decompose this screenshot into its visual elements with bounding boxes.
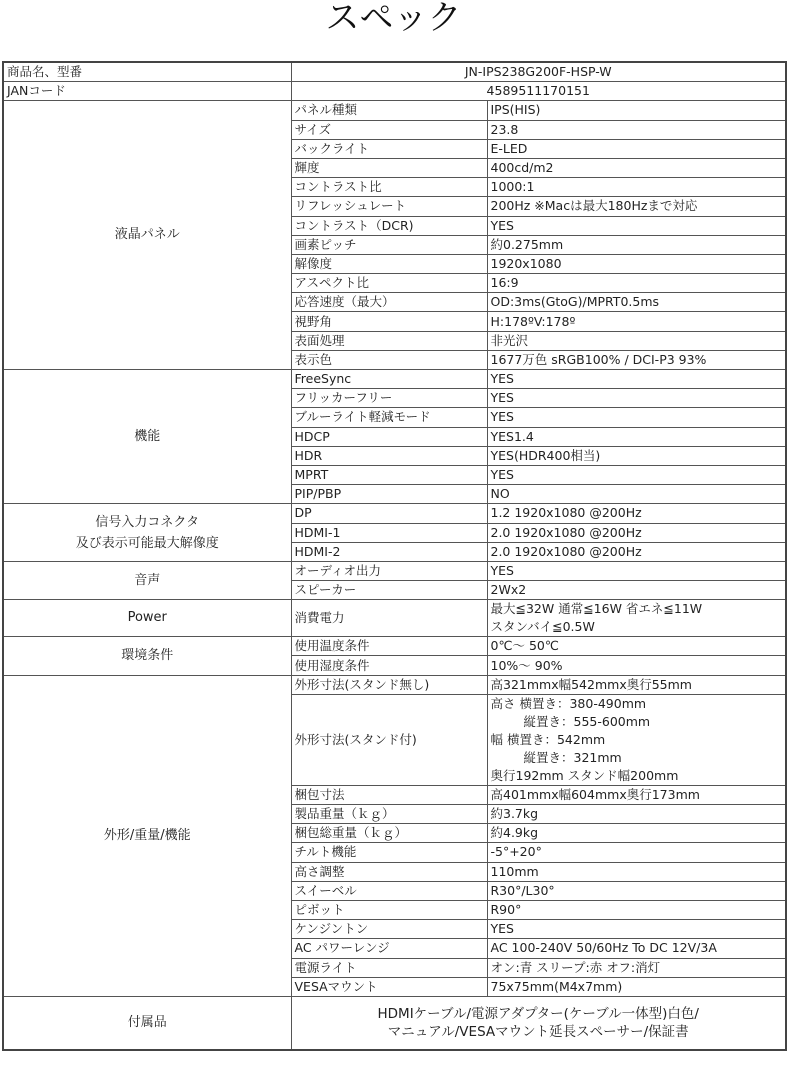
row-value: YES — [487, 389, 786, 408]
row-label: PIP/PBP — [291, 485, 487, 504]
table-row — [3, 637, 786, 656]
category-features: 機能 — [3, 370, 291, 504]
row-label: 製品重量（ｋｇ） — [291, 805, 487, 824]
value-line: 奥行192mm スタンド幅200mm — [490, 767, 679, 783]
category-audio: 音声 — [3, 561, 291, 599]
table-row-jan-code — [3, 82, 786, 101]
row-label: フリッカーフリー — [291, 389, 487, 408]
row-label: HDMI-2 — [291, 542, 487, 561]
row-label: 輝度 — [291, 158, 487, 177]
category-environment: 環境条件 — [3, 637, 291, 675]
table-row — [3, 370, 786, 389]
row-value: 110mm — [487, 862, 786, 881]
row-value: R30°/L30° — [487, 881, 786, 900]
table-row-accessories — [3, 996, 786, 1050]
row-label: アスペクト比 — [291, 274, 487, 293]
row-value: YES — [487, 370, 786, 389]
row-label: 解像度 — [291, 254, 487, 273]
row-label: チルト機能 — [291, 843, 487, 862]
row-value: 0℃～ 50℃ — [487, 637, 786, 656]
row-label: ピボット — [291, 900, 487, 919]
row-value-power-consumption — [487, 600, 786, 637]
row-label: 消費電力 — [291, 600, 487, 637]
row-value: 高401mmx幅604mmx奥行173mm — [487, 785, 786, 804]
table-row — [3, 675, 786, 694]
row-value: 2.0 1920x1080 @200Hz — [487, 523, 786, 542]
row-value: 高321mmx幅542mmx奥行55mm — [487, 675, 786, 694]
row-label: パネル種類 — [291, 101, 487, 120]
page-title: スペック — [325, 0, 462, 38]
row-value: 1000:1 — [487, 178, 786, 197]
row-value: 200Hz ※Macは最大180Hzまで対応 — [487, 197, 786, 216]
row-label: 画素ピッチ — [291, 235, 487, 254]
row-label: FreeSync — [291, 370, 487, 389]
row-value: 400cd/m2 — [487, 158, 786, 177]
row-label: 応答速度（最大） — [291, 293, 487, 312]
category-dimensions-weight: 外形/重量/機能 — [3, 675, 291, 996]
row-value: 2Wx2 — [487, 581, 786, 600]
category-accessories: 付属品 — [3, 996, 291, 1050]
row-label: 表示色 — [291, 350, 487, 369]
row-label: 視野角 — [291, 312, 487, 331]
value-accessories — [291, 996, 786, 1050]
value-line: 縦置き：555-600mm — [523, 713, 651, 729]
value-line: 最大≦32W 通常≦16W 省エネ≦11W — [490, 601, 703, 617]
row-value: IPS(HIS) — [487, 101, 786, 120]
row-value: オン:青 スリープ:赤 オフ:消灯 — [487, 958, 786, 977]
row-value: 約4.9kg — [487, 824, 786, 843]
value-product-name: JN-IPS238G200F-HSP-W — [291, 62, 786, 82]
row-label: コントラスト（DCR) — [291, 216, 487, 235]
row-label: DP — [291, 504, 487, 523]
spec-table — [2, 61, 787, 1051]
row-label: MPRT — [291, 465, 487, 484]
category-line: 及び表示可能最大解像度 — [75, 535, 219, 551]
table-row — [3, 561, 786, 580]
row-label: 梱包寸法 — [291, 785, 487, 804]
row-label: サイズ — [291, 120, 487, 139]
row-value: YES — [487, 465, 786, 484]
row-value: 23.8 — [487, 120, 786, 139]
row-value: R90° — [487, 900, 786, 919]
value-line: 高さ 横置き：380-490mm — [490, 695, 647, 711]
table-row — [3, 504, 786, 523]
row-value-dimensions-with-stand — [487, 694, 786, 785]
row-value: 10%～ 90% — [487, 656, 786, 675]
row-value: OD:3ms(GtoG)/MPRT0.5ms — [487, 293, 786, 312]
row-label: HDMI-1 — [291, 523, 487, 542]
row-label: HDCP — [291, 427, 487, 446]
row-value: YES — [487, 216, 786, 235]
row-value: 1920x1080 — [487, 254, 786, 273]
row-value: NO — [487, 485, 786, 504]
row-label: スピーカー — [291, 581, 487, 600]
row-value: 75x75mm(M4x7mm) — [487, 977, 786, 996]
row-value: 非光沢 — [487, 331, 786, 350]
row-label: 使用温度条件 — [291, 637, 487, 656]
row-label: 梱包総重量（ｋｇ） — [291, 824, 487, 843]
row-label: リフレッシュレート — [291, 197, 487, 216]
table-row — [3, 101, 786, 120]
row-label: バックライト — [291, 139, 487, 158]
value-line: 縦置き：321mm — [523, 749, 622, 765]
row-value: 約0.275mm — [487, 235, 786, 254]
row-label: 使用湿度条件 — [291, 656, 487, 675]
value-line: HDMIケーブル/電源アダプター(ケーブル一体型)白色/ — [377, 1005, 699, 1022]
row-label: HDR — [291, 446, 487, 465]
value-line: マニュアル/VESAマウント延長スペーサー/保証書 — [387, 1023, 689, 1040]
category-line: 信号入力コネクタ — [95, 514, 200, 530]
row-label: 外形寸法(スタンド付) — [291, 694, 487, 785]
value-line: 幅 横置き：542mm — [490, 731, 606, 747]
table-row — [3, 600, 786, 637]
label-product-name: 商品名、型番 — [3, 62, 291, 82]
row-value: AC 100-240V 50/60Hz To DC 12V/3A — [487, 939, 786, 958]
row-label: 外形寸法(スタンド無し) — [291, 675, 487, 694]
row-label: 高さ調整 — [291, 862, 487, 881]
row-value: H:178ºV:178º — [487, 312, 786, 331]
row-label: 電源ライト — [291, 958, 487, 977]
row-value: E-LED — [487, 139, 786, 158]
category-power: Power — [3, 600, 291, 637]
label-jan-code: JANコード — [3, 82, 291, 101]
row-value: 1.2 1920x1080 @200Hz — [487, 504, 786, 523]
row-value: YES(HDR400相当) — [487, 446, 786, 465]
row-label: VESAマウント — [291, 977, 487, 996]
row-label: ブルーライト軽減モード — [291, 408, 487, 427]
row-label: コントラスト比 — [291, 178, 487, 197]
row-label: オーディオ出力 — [291, 561, 487, 580]
category-input-connectors — [3, 504, 291, 562]
row-value: 2.0 1920x1080 @200Hz — [487, 542, 786, 561]
row-value: YES — [487, 920, 786, 939]
row-label: AC パワーレンジ — [291, 939, 487, 958]
table-row-product-name — [3, 62, 786, 82]
row-value: YES — [487, 561, 786, 580]
row-label: ケンジントン — [291, 920, 487, 939]
row-value: -5°+20° — [487, 843, 786, 862]
row-value: 約3.7kg — [487, 805, 786, 824]
category-lcd-panel: 液晶パネル — [3, 101, 291, 370]
value-jan-code: 4589511170151 — [291, 82, 786, 101]
row-label: 表面処理 — [291, 331, 487, 350]
row-value: 1677万色 sRGB100% / DCI-P3 93% — [487, 350, 786, 369]
row-value: YES — [487, 408, 786, 427]
row-label: スイーベル — [291, 881, 487, 900]
row-value: YES1.4 — [487, 427, 786, 446]
value-line: スタンバイ≦0.5W — [490, 619, 595, 635]
row-value: 16:9 — [487, 274, 786, 293]
